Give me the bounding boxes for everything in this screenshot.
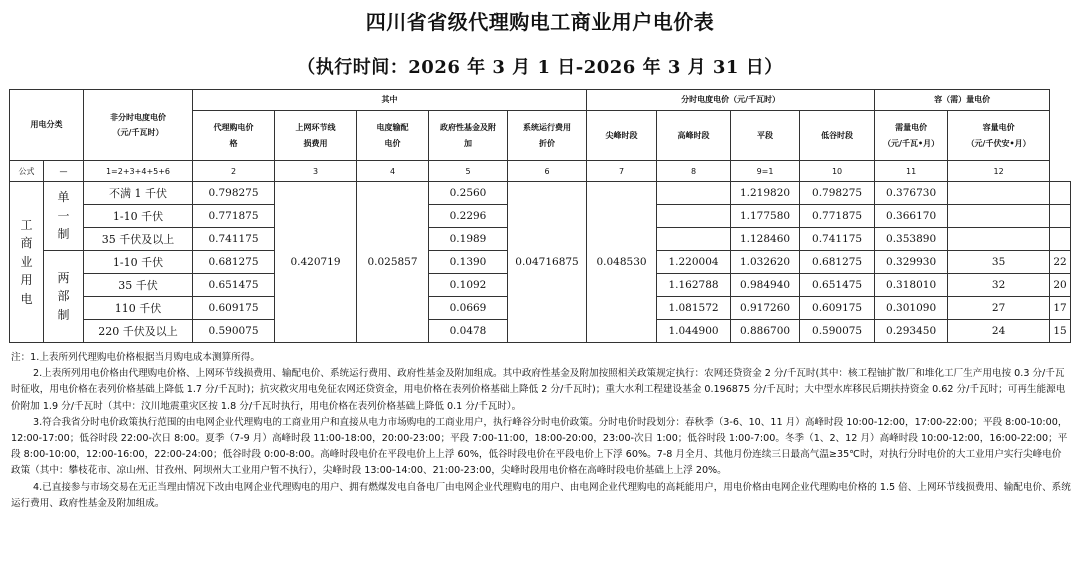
demand-price: [948, 228, 1050, 251]
voltage-level: 35 千伏及以上: [84, 228, 193, 251]
non-tou-price: 0.651475: [193, 274, 275, 297]
peak-price: 0.917260: [731, 297, 800, 320]
header-fund-line2: 加: [464, 138, 472, 148]
voltage-level: 1-10 千伏: [84, 205, 193, 228]
header-flat: 平段: [731, 111, 800, 161]
header-peak: 高峰时段: [657, 111, 731, 161]
header-demand-price: [875, 111, 948, 161]
note-3: 3.符合我省分时电价政策执行范围的由电网企业代理购电的工商业用户和直接从电力市场购电的工商业用户，执行峰谷分时电价政策。分时电价时段划分：春秋季（3-6、10、11 月）高峰时段 10:00-12:00，17:00-22:00；平段 8:00-10:00，12:00-17:00；低谷时段 22:00-次日 8:00。夏季（7-9 月）高峰时段 11:00-18:00，20:00-23:00；平段 7:00-11:00，18:00-20:00，23:00-次日 1:00；低谷时段 1:00-7:00。冬季（1、2、12 月）高峰时段 10:00-12:00，16:00-22:00；平段 8:00-10:00，12:00-16:00，22:00-24:00；低谷时段 0:00-8:00。高峰时段电价在平段电价上上浮 60%，低谷时段电价在平段电价上下浮 60%。7-8 月全月、其他月份连续三日最高气温≥35℃时，对执行分时电价的大工业用户实行尖峰电价政策（其中：攀枝花市、凉山州、甘孜州、阿坝州大工业用户暂不执行），尖峰时段 13:00-14:00、21:00-23:00，尖峰时段用电价格在高峰时段电价基础上上浮 20%。: [11, 416, 1068, 477]
valley-price: 0.366170: [875, 205, 948, 228]
flat-price: 0.798275: [800, 182, 875, 205]
formula-cell: 2: [193, 161, 275, 182]
peak-price: 0.886700: [731, 320, 800, 343]
header-demand-line1: 需量电价: [895, 123, 928, 133]
sharp-price: 1.162788: [657, 274, 731, 297]
non-tou-price: 0.681275: [193, 251, 275, 274]
formula-label: 公式: [10, 161, 44, 182]
note-2: 2.上表所列用电价格由代理购电价格、上网环节线损费用、输配电价、系统运行费用、政府性基金及附加组成。其中政府性基金及附加按照相关政策规定执行：农网还贷资金 2 分/千瓦时(其中：核工程铀扩散厂和堆化工厂生产用电按 0.3 分/千瓦时征收，用电价格在表列价格基础上降低 1.7 分/千瓦时)；抗灾救灾用电免征农网还贷资金，用电价格在表列价格基础上降低 2 分/千瓦时)；重大水利工程建设基金 0.196875 分/千瓦时；大中型水库移民后期扶持资金 0.62 分/千瓦时；可再生能源电价附加 1.9 分/千瓦时（其中：汶川地震重灾区按 1.8 分/千瓦时执行，用电价格在表列价格基础上降低 0.1 分/千瓦时）。: [11, 368, 1066, 412]
tariff-table: [9, 89, 1071, 343]
header-transmission: [357, 111, 429, 161]
voltage-level: 220 千伏及以上: [84, 320, 193, 343]
voltage-level: 35 千伏: [84, 274, 193, 297]
header-non-tou-line2: （元/千瓦时）: [112, 128, 164, 137]
flat-price: 0.651475: [800, 274, 875, 297]
voltage-level: 110 千伏: [84, 297, 193, 320]
agent-price: 0.420719: [275, 182, 357, 343]
formula-cell: 10: [800, 161, 875, 182]
sharp-price: 1.044900: [657, 320, 731, 343]
transmission-price: 0.0669: [429, 297, 508, 320]
header-trans-line2: 电价: [384, 138, 401, 148]
peak-price: 1.032620: [731, 251, 800, 274]
note-1: 注：1.上表所列代理购电价格根据当月购电成本测算所得。: [11, 352, 260, 363]
table-row: [10, 182, 1071, 205]
header-non-tou-price: [84, 90, 193, 161]
flat-price: 0.771875: [800, 205, 875, 228]
peak-price: 1.219820: [731, 182, 800, 205]
voltage-level: 不满 1 千伏: [84, 182, 193, 205]
header-category: 用电分类: [10, 90, 84, 161]
peak-price: 1.128460: [731, 228, 800, 251]
header-capacity-group: 容（需）量电价: [875, 90, 1050, 111]
formula-cell: 5: [429, 161, 508, 182]
formula-cell: 11: [875, 161, 948, 182]
demand-price: 27: [948, 297, 1050, 320]
header-loss-line2: 损费用: [303, 138, 328, 148]
valley-price: 0.329930: [875, 251, 948, 274]
transmission-price: 0.1092: [429, 274, 508, 297]
header-sys-line1: 系统运行费用: [523, 123, 572, 133]
peak-price: 1.177580: [731, 205, 800, 228]
demand-price: 32: [948, 274, 1050, 297]
page-title: 四川省省级代理购电工商业用户电价表: [365, 10, 715, 34]
single-system-label: 单 一 制: [44, 182, 84, 251]
notes-section: [11, 350, 1071, 512]
formula-cell: 8: [657, 161, 731, 182]
note-4: 4.已直接参与市场交易在无正当理由情况下改由电网企业代理购电的用户、拥有燃煤发电自备电厂由电网企业代理购电的用户、由电网企业代理购电的高耗能用户，用电价格由电网企业代理购电价格的 1.5 倍、上网环节线损费用、输配电价、系统运行费用、政府性基金及附加组成。: [11, 481, 1071, 509]
header-gov-fund: [429, 111, 508, 161]
valley-price: 0.376730: [875, 182, 948, 205]
flat-price: 0.741175: [800, 228, 875, 251]
sharp-price: 1.081572: [657, 297, 731, 320]
capacity-price: 15: [1050, 320, 1071, 343]
header-of-which: 其中: [193, 90, 587, 111]
non-tou-price: 0.590075: [193, 320, 275, 343]
header-agent-price: [193, 111, 275, 161]
header-valley: 低谷时段: [800, 111, 875, 161]
formula-cell: 3: [275, 161, 357, 182]
capacity-price: 17: [1050, 297, 1071, 320]
sharp-price: [657, 205, 731, 228]
header-capacity-line2: （元/千伏安•月）: [966, 138, 1031, 148]
transmission-price: 0.0478: [429, 320, 508, 343]
header-non-tou-line1: 非分时电度电价: [110, 112, 166, 122]
sharp-price: [657, 228, 731, 251]
peak-price: 0.984940: [731, 274, 800, 297]
header-capacity-line1: 容量电价: [982, 123, 1015, 133]
non-tou-price: 0.741175: [193, 228, 275, 251]
valley-price: 0.293450: [875, 320, 948, 343]
header-capacity-price: [948, 111, 1050, 161]
valley-price: 0.301090: [875, 297, 948, 320]
non-tou-price: 0.609175: [193, 297, 275, 320]
demand-price: 35: [948, 251, 1050, 274]
header-peak-sharp: 尖峰时段: [587, 111, 657, 161]
capacity-price: 20: [1050, 274, 1071, 297]
valley-price: 0.318010: [875, 274, 948, 297]
sharp-price: 1.220004: [657, 251, 731, 274]
network-loss: 0.025857: [357, 182, 429, 343]
transmission-price: 0.1989: [429, 228, 508, 251]
transmission-price: 0.2296: [429, 205, 508, 228]
voltage-level: 1-10 千伏: [84, 251, 193, 274]
demand-price: [948, 205, 1050, 228]
formula-cell: 12: [948, 161, 1050, 182]
header-system-cost: [508, 111, 587, 161]
formula-cell: 1=2+3+4+5+6: [84, 161, 193, 182]
flat-price: 0.681275: [800, 251, 875, 274]
header-fund-line1: 政府性基金及附: [440, 123, 496, 133]
formula-cell: 4: [357, 161, 429, 182]
transmission-price: 0.2560: [429, 182, 508, 205]
capacity-price: [1050, 182, 1071, 205]
header-loss-line1: 上网环节线: [295, 123, 336, 133]
header-tou-group: 分时电度电价（元/千瓦时）: [587, 90, 875, 111]
header-trans-line1: 电度输配: [376, 123, 409, 133]
formula-cell: 7: [587, 161, 657, 182]
two-part-system-label: 两 部 制: [44, 251, 84, 343]
page-subtitle: （执行时间：2026 年 3 月 1 日-2026 年 3 月 31 日）: [297, 57, 783, 78]
header-network-loss: [275, 111, 357, 161]
system-cost: 0.048530: [587, 182, 657, 343]
non-tou-price: 0.771875: [193, 205, 275, 228]
demand-price: [948, 182, 1050, 205]
header-agent-line1: 代理购电价: [213, 123, 254, 133]
non-tou-price: 0.798275: [193, 182, 275, 205]
header-sys-line2: 折价: [539, 138, 556, 148]
header-demand-line2: （元/千瓦•月）: [883, 138, 940, 148]
sharp-price: [657, 182, 731, 205]
capacity-price: [1050, 205, 1071, 228]
category-label: 工 商 业 用 电: [10, 182, 44, 343]
header-agent-line2: 格: [229, 138, 238, 148]
formula-voltage: —: [44, 161, 84, 182]
capacity-price: 22: [1050, 251, 1071, 274]
flat-price: 0.590075: [800, 320, 875, 343]
demand-price: 24: [948, 320, 1050, 343]
formula-cell: 6: [508, 161, 587, 182]
formula-cell: 9=1: [731, 161, 800, 182]
gov-fund: 0.04716875: [508, 182, 587, 343]
flat-price: 0.609175: [800, 297, 875, 320]
transmission-price: 0.1390: [429, 251, 508, 274]
capacity-price: [1050, 228, 1071, 251]
valley-price: 0.353890: [875, 228, 948, 251]
